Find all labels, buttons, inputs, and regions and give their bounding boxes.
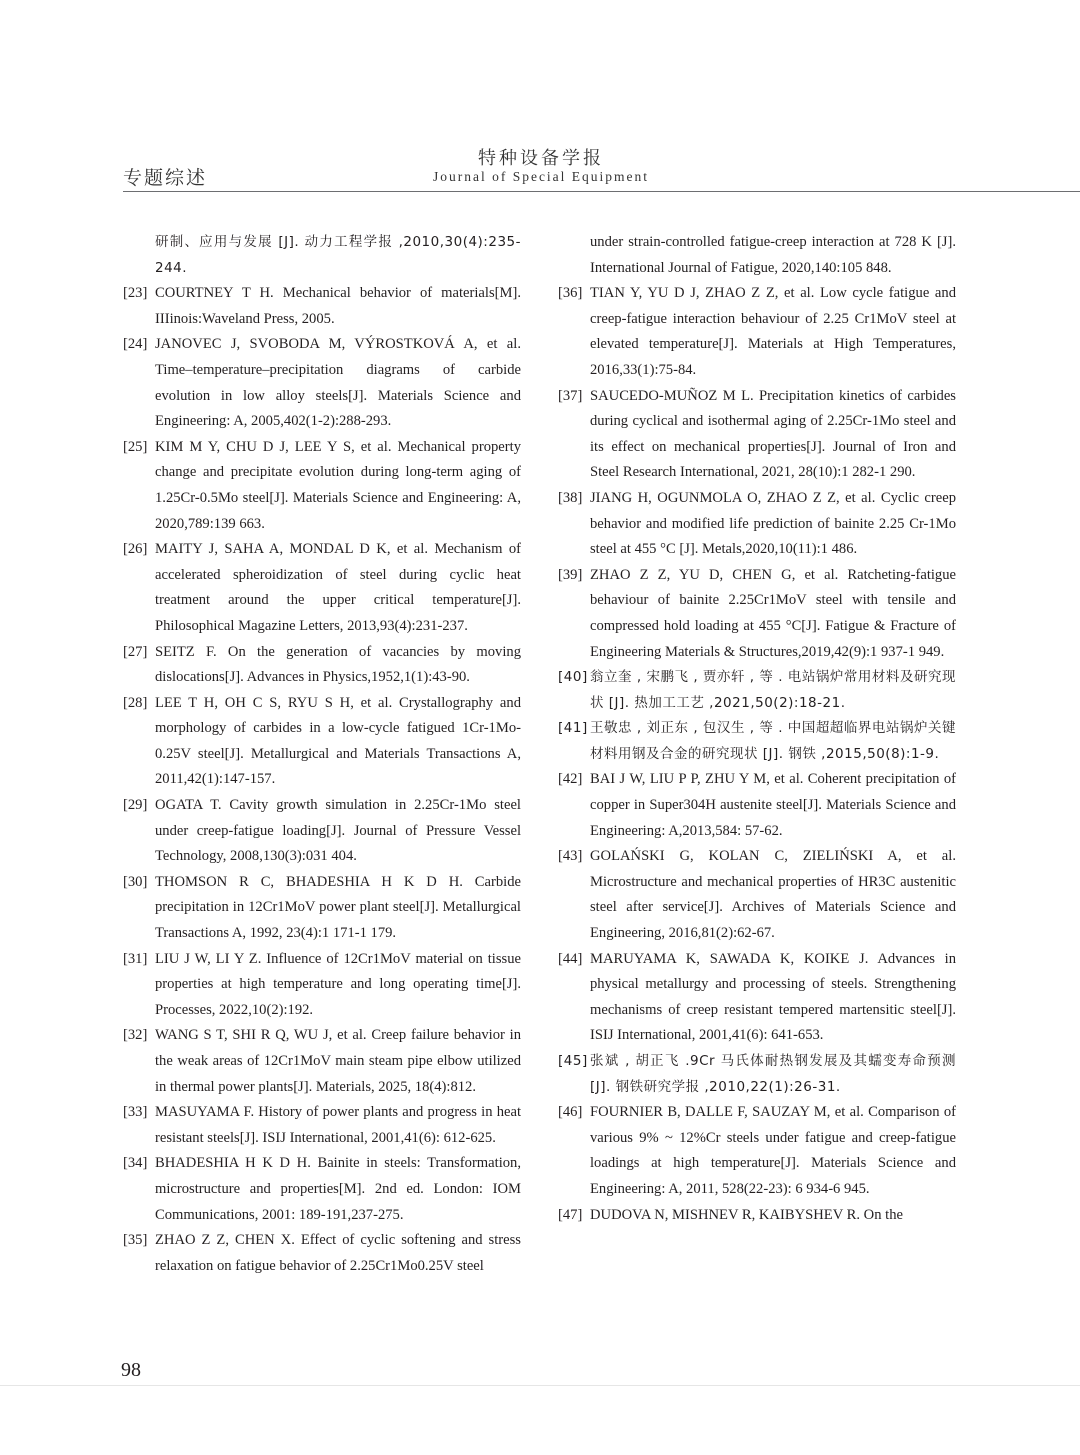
reference-text: 张斌 , 胡正飞 .9Cr 马氏体耐热钢发展及其蠕变寿命预测 [J]. 钢铁研究学报 ,2010,22(1):26-31. (590, 1053, 956, 1095)
reference-text: SAUCEDO-MUÑOZ M L. Precipitation kinetics of carbides during cyclical and isothermal aging of 2.25Cr-1Mo steel and its effect on mechanical properties[J]. Journal of Iron and Steel Research International, 2021, 28(10):1 282-1 290. (590, 387, 956, 481)
reference-entry (558, 486, 956, 563)
reference-entry (558, 281, 956, 383)
reference-text: 翁立奎 , 宋鹏飞 , 贾亦轩 , 等 . 电站锅炉常用材料及研究现状 [J]. 热加工工艺 ,2021,50(2):18-21. (590, 669, 956, 711)
section-label: 专题综述 (123, 168, 208, 189)
footer-rule (0, 1385, 1080, 1386)
reference-entry (123, 332, 521, 434)
reference-text: LEE T H, OH C S, RYU S H, et al. Crystallography and morphology of carbides in a low-cycle fatigued 1Cr-1Mo-0.25V steel[J]. Metallurgical and Materials Transactions A, 2011,42(1):147-157. (155, 694, 521, 788)
reference-number: [42] (558, 771, 583, 788)
reference-entry (123, 537, 521, 639)
reference-text: ZHAO Z Z, CHEN X. Effect of cyclic softening and stress relaxation on fatigue behavior of 2.25Cr1Mo0.25V steel (155, 1232, 521, 1274)
reference-entry (558, 1049, 956, 1100)
reference-entry (558, 844, 956, 946)
reference-text: ZHAO Z Z, YU D, CHEN G, et al. Ratcheting-fatigue behaviour of bainite 2.25Cr1MoV steel with tensile and compressed hold loading at 455 °C[J]. Fatigue & Fracture of Engineering Materials & Structures,2019,42(9):1 937-1 949. (590, 566, 956, 660)
reference-number: [27] (123, 643, 148, 660)
reference-entry (123, 1228, 521, 1279)
reference-text: TIAN Y, YU D J, ZHAO Z Z, et al. Low cycle fatigue and creep-fatigue interaction behaviour of 2.25 Cr1MoV steel at elevated temperature[J]. Materials at High Temperatures, 2016,33(1):75-84. (590, 285, 956, 378)
reference-entry (123, 793, 521, 870)
reference-column-right (558, 230, 956, 1228)
reference-number: [36] (558, 285, 583, 302)
reference-number: [43] (558, 848, 583, 865)
reference-number: [28] (123, 694, 148, 711)
reference-text: BAI J W, LIU P P, ZHU Y M, et al. Coherent precipitation of copper in Super304H austenite steel[J]. Materials Science and Engineering: A,2013,584: 57-62. (590, 771, 956, 839)
reference-text: KIM M Y, CHU D J, LEE Y S, et al. Mechanical property change and precipitate evolution during long-term aging of 1.25Cr-0.5Mo steel[J]. Materials Science and Engineering: A, 2020,789:139 663. (155, 438, 521, 532)
reference-continuation: 研制、应用与发展 [J]. 动力工程学报 ,2010,30(4):235-244. (155, 234, 521, 276)
reference-entry (123, 1023, 521, 1100)
reference-number: [41] (558, 720, 588, 737)
header-rule (123, 191, 1080, 192)
reference-entry (558, 1100, 956, 1202)
reference-entry (558, 1203, 956, 1229)
reference-number: [29] (123, 797, 148, 814)
reference-number: [35] (123, 1232, 148, 1249)
reference-entry (558, 716, 956, 767)
reference-entry (558, 384, 956, 486)
reference-entry (123, 640, 521, 691)
reference-text: JIANG H, OGUNMOLA O, ZHAO Z Z, et al. Cyclic creep behavior and modified life prediction of bainite 2.25 Cr-1Mo steel at 455 °C [J]. Metals,2020,10(11):1 486. (590, 489, 956, 558)
reference-number: [31] (123, 950, 148, 967)
reference-number: [40] (558, 669, 588, 686)
reference-entry (123, 1100, 521, 1151)
reference-number: [46] (558, 1104, 583, 1121)
reference-number: [30] (123, 873, 148, 890)
reference-number: [34] (123, 1155, 148, 1172)
reference-number: [39] (558, 566, 583, 583)
reference-entry (123, 281, 521, 332)
reference-list-left (123, 281, 521, 1279)
reference-number: [24] (123, 336, 148, 353)
reference-text: GOLAŃSKI G, KOLAN C, ZIELIŃSKI A, et al. Microstructure and mechanical properties of HR3C austenitic steel after service[J]. Archives of Materials Science and Engineering, 2016,81(2):62-67. (590, 848, 956, 942)
reference-number: [38] (558, 489, 583, 506)
reference-text: BHADESHIA H K D H. Bainite in steels: Transformation, microstructure and properties[M]. 2nd ed. London: IOM Communications, 2001: 189-191,237-275. (155, 1155, 521, 1223)
reference-number: [26] (123, 541, 148, 558)
reference-text: LIU J W, LI Y Z. Influence of 12Cr1MoV material on tissue properties at high temperature and long operating time[J]. Processes, 2022,10(2):192. (155, 950, 521, 1018)
reference-text: MARUYAMA K, SAWADA K, KOIKE J. Advances in physical metallurgy and processing of steels. Strengthening mechanisms of creep resistant tempered martensitic steel[J]. ISIJ International, 2001,41(6): 641-653. (590, 950, 956, 1044)
reference-number: [45] (558, 1053, 588, 1069)
reference-number: [44] (558, 950, 583, 967)
page-number: 98 (121, 1359, 141, 1381)
reference-entry (123, 870, 521, 947)
reference-entry (558, 563, 956, 665)
reference-text: SEITZ F. On the generation of vacancies by moving dislocations[J]. Advances in Physics,1952,1(1):43-90. (155, 643, 521, 686)
reference-entry (558, 767, 956, 844)
reference-text: 王敬忠 , 刘正东 , 包汉生 , 等 . 中国超超临界电站锅炉关键材料用钢及合金的研究现状 [J]. 钢铁 ,2015,50(8):1-9. (590, 720, 956, 762)
reference-number: [33] (123, 1104, 148, 1121)
reference-number: [47] (558, 1206, 583, 1223)
reference-list-right (558, 281, 956, 1228)
reference-text: MASUYAMA F. History of power plants and progress in heat resistant steels[J]. ISIJ International, 2001,41(6): 612-625. (155, 1104, 521, 1146)
journal-title-cn: 特种设备学报 (478, 148, 604, 168)
reference-entry (123, 1151, 521, 1228)
reference-text: MAITY J, SAHA A, MONDAL D K, et al. Mechanism of accelerated spheroidization of steel during cyclic heat treatment around the upper critical temperature[J]. Philosophical Magazine Letters, 2013,93(4):231-237. (155, 541, 521, 634)
reference-text: FOURNIER B, DALLE F, SAUZAY M, et al. Comparison of various 9% ~ 12%Cr steels under fatigue and creep-fatigue loadings at high temperature[J]. Materials Science and Engineering: A, 2011, 528(22-23): 6 934-6 945. (590, 1104, 956, 1197)
reference-entry (558, 665, 956, 716)
reference-number: [25] (123, 438, 148, 455)
reference-text: WANG S T, SHI R Q, WU J, et al. Creep failure behavior in the weak areas of 12Cr1MoV main steam pipe elbow utilized in thermal power plants[J]. Materials, 2025, 18(4):812. (155, 1027, 521, 1095)
reference-number: [23] (123, 285, 148, 302)
reference-text: THOMSON R C, BHADESHIA H K D H. Carbide precipitation in 12Cr1MoV power plant steel[J]. Metallurgical Transactions A, 1992, 23(4):1 171-1 179. (155, 873, 521, 942)
reference-column-left (123, 230, 521, 1279)
reference-text: COURTNEY T H. Mechanical behavior of materials[M]. IIIinois:Waveland Press, 2005. (155, 285, 521, 327)
reference-number: [37] (558, 387, 583, 404)
reference-entry (123, 435, 521, 537)
reference-text: JANOVEC J, SVOBODA M, VÝROSTKOVÁ A, et al. Time–temperature–precipitation diagrams of carbide evolution in low alloy steels[J]. Materials Science and Engineering: A, 2005,402(1-2):288-293. (155, 336, 521, 430)
reference-entry (558, 947, 956, 1049)
reference-text: DUDOVA N, MISHNEV R, KAIBYSHEV R. On the (590, 1206, 903, 1223)
reference-entry (123, 691, 521, 793)
reference-entry (123, 947, 521, 1024)
journal-title-en: Journal of Special Equipment (432, 169, 650, 184)
reference-number: [32] (123, 1027, 148, 1044)
page-header (0, 0, 1080, 200)
reference-text: OGATA T. Cavity growth simulation in 2.25Cr-1Mo steel under creep-fatigue loading[J]. Journal of Pressure Vessel Technology, 2008,130(3):031 404. (155, 797, 521, 865)
reference-continuation: under strain-controlled fatigue-creep interaction at 728 K [J]. International Journal of Fatigue, 2020,140:105 848. (590, 234, 956, 276)
